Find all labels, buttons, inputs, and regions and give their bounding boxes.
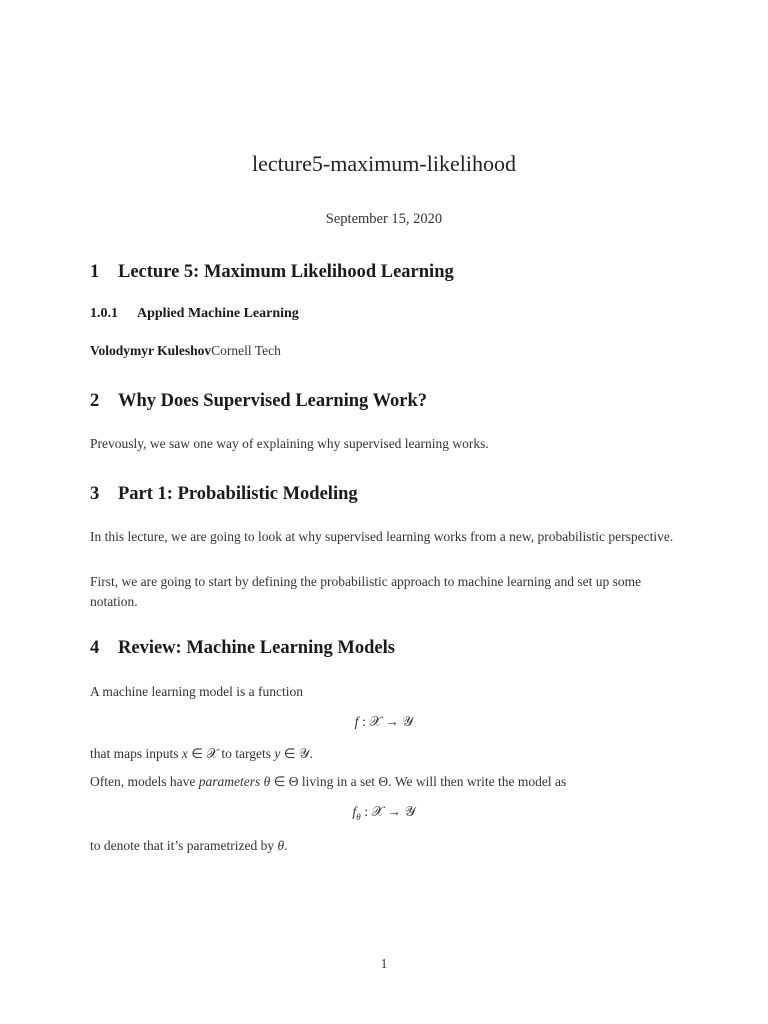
math-symbol: θ bbox=[260, 774, 271, 789]
math-symbol: f bbox=[352, 805, 357, 820]
subsection-title: Applied Machine Learning bbox=[137, 306, 299, 321]
section-title: Why Does Supervised Learning Work? bbox=[118, 391, 428, 411]
text-run: ∈ Θ living in a set Θ. We will then write the model as bbox=[270, 774, 567, 789]
paragraph: In this lecture, we are going to look at why supervised learning works from a new, probabilistic perspective. bbox=[90, 529, 674, 544]
paragraph: A machine learning model is a function bbox=[90, 684, 303, 699]
math-symbol: y bbox=[274, 746, 281, 761]
document-date: September 15, 2020 bbox=[325, 211, 443, 227]
math-symbol: f bbox=[354, 715, 359, 730]
emphasis: parameters bbox=[198, 774, 261, 789]
text-run: ∈ 𝒴. bbox=[280, 746, 313, 761]
section-number: 2 bbox=[90, 391, 100, 411]
section-number: 4 bbox=[90, 638, 100, 658]
math-expression: : 𝒳 → 𝒴 bbox=[360, 805, 416, 820]
paragraph bbox=[90, 772, 566, 792]
document-title: lecture5-maximum-likelihood bbox=[252, 151, 516, 176]
author-line bbox=[90, 341, 281, 361]
section-number: 3 bbox=[90, 484, 100, 504]
text-run: Often, models have bbox=[90, 774, 199, 789]
math-subscript: θ bbox=[356, 811, 361, 822]
author-affiliation: Cornell Tech bbox=[211, 343, 281, 358]
paragraph bbox=[90, 836, 287, 856]
paragraph: Prevously, we saw one way of explaining why supervised learning works. bbox=[90, 436, 489, 451]
text-run: ∈ 𝒳 to targets bbox=[187, 746, 275, 761]
section-title: Lecture 5: Maximum Likelihood Learning bbox=[118, 262, 454, 282]
text-run: . bbox=[284, 838, 288, 853]
text-run: to denote that it’s parametrized by bbox=[90, 838, 278, 853]
text-run: that maps inputs bbox=[90, 746, 182, 761]
author-name: Volodymyr Kuleshov bbox=[90, 343, 212, 358]
paragraph: First, we are going to start by defining the probabilistic approach to machine learning and set up some notation. bbox=[90, 574, 642, 609]
equation-1 bbox=[0, 715, 768, 731]
math-symbol: x bbox=[181, 746, 188, 761]
section-heading-1 bbox=[90, 262, 454, 283]
subsection-number: 1.0.1 bbox=[90, 306, 118, 321]
section-heading-4 bbox=[90, 638, 395, 659]
section-heading-2 bbox=[90, 391, 427, 412]
paragraph bbox=[90, 744, 313, 764]
section-title: Review: Machine Learning Models bbox=[118, 638, 395, 658]
math-symbol: θ bbox=[277, 838, 285, 853]
section-number: 1 bbox=[90, 262, 100, 282]
section-title: Part 1: Probabilistic Modeling bbox=[118, 484, 358, 504]
section-heading-3 bbox=[90, 484, 358, 505]
equation-2 bbox=[0, 805, 768, 822]
subsection-heading bbox=[90, 306, 299, 322]
math-expression: : 𝒳 → 𝒴 bbox=[358, 715, 414, 730]
page-number: 1 bbox=[380, 956, 388, 971]
